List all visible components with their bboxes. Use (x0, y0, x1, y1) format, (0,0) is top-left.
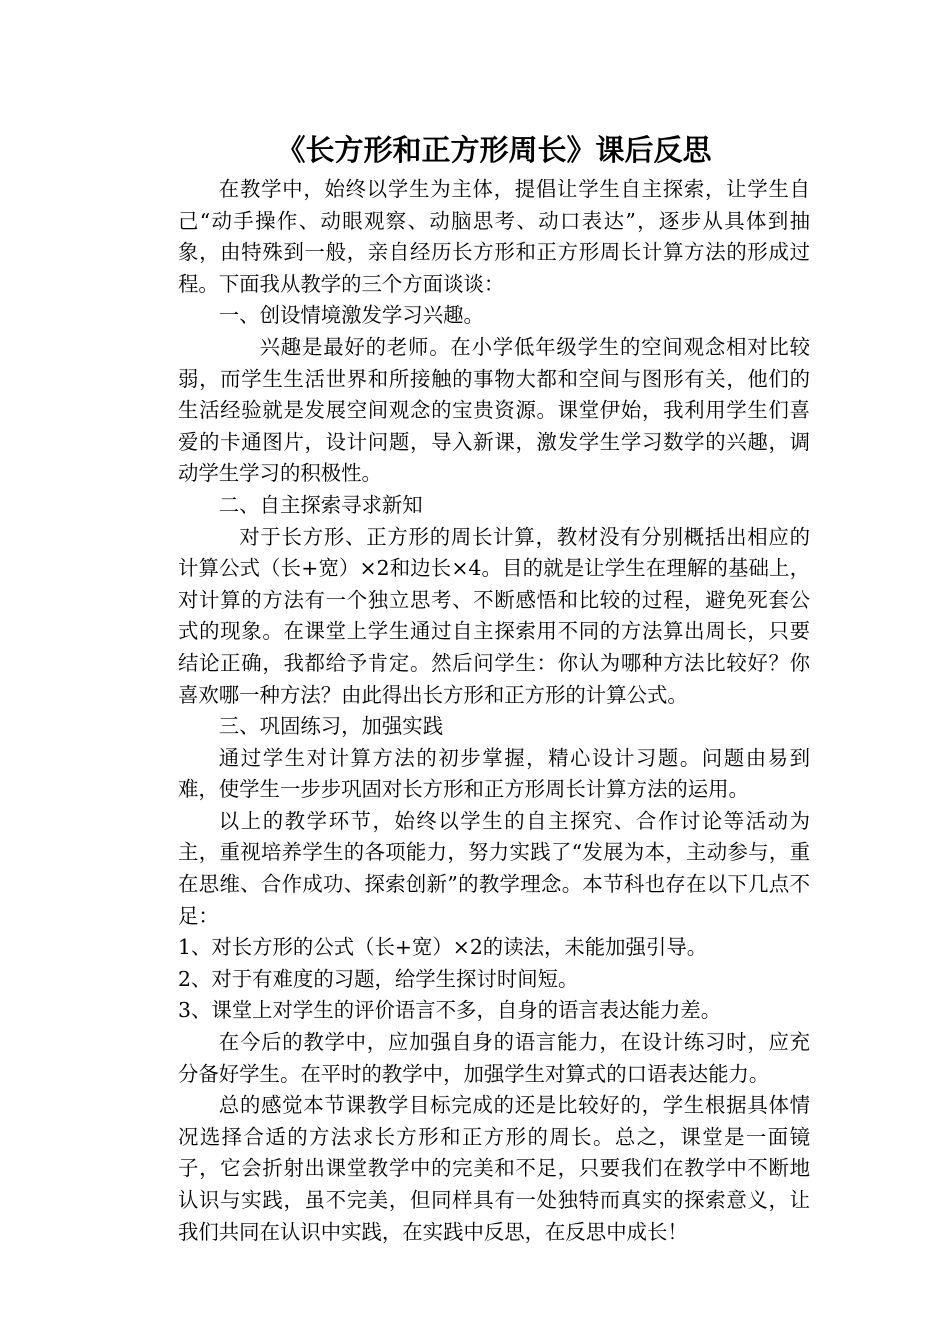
shortcoming-item-2: 2、对于有难度的习题，给学生探讨时间短。 (178, 966, 579, 991)
document-page (178, 128, 810, 1248)
section-2-heading: 二、自主探索寻求新知 (218, 492, 423, 517)
document-body (178, 174, 810, 1248)
section-1-paragraph: 兴趣是最好的老师。在小学低年级学生的空间观念相对比较弱，而学生生活世界和所接触的事物大都和空间与图形有关，他们的生活经验就是发展空间观念的宝贵资源。课堂伊始，我利用学生们喜爱的卡通图片，设计问题，导入新课，激发学生学习数学的兴趣，调动学生学习的积极性。 (178, 334, 810, 486)
conclusion-paragraph: 总的感觉本节课教学目标完成的还是比较好的，学生根据具体情况选择合适的方法求长方形和正方形的周长。总之，课堂是一面镜子，它会折射出课堂教学中的完美和不足，只要我们在教学中不断地认识与实践，虽不完美，但同样具有一处独特而真实的探索意义，让我们共同在认识中实践，在实践中反思，在反思中成长！ (178, 1093, 810, 1244)
section-3-paragraph: 通过学生对计算方法的初步掌握，精心设计习题。问题由易到难，使学生一步步巩固对长方形和正方形周长计算方法的运用。 (178, 745, 810, 802)
section-1-heading: 一、创设情境激发学习兴趣。 (218, 303, 484, 328)
shortcoming-item-3: 3、课堂上对学生的评价语言不多，自身的语言表达能力差。 (178, 998, 722, 1023)
summary-paragraph: 以上的教学环节，始终以学生的自主探究、合作讨论等活动为主，重视培养学生的各项能力，努力实践了“发展为本，主动参与，重在思维、合作成功、探索创新”的教学理念。本节科也存在以下几点不足： (178, 808, 810, 928)
section-3-heading: 三、巩固练习，加强实践 (218, 714, 444, 739)
document-title: 《长方形和正方形周长》课后反思 (276, 133, 712, 167)
section-2-paragraph: 对于长方形、正方形的周长计算，教材没有分别概括出相应的计算公式（长+宽）×2和边长×4。目的就是让学生在理解的基础上，对计算的方法有一个独立思考、不断感悟和比较的过程，避免死套公式的现象。在课堂上学生通过自主探索用不同的方法算出周长，只要结论正确，我都给予肯定。然后问学生：你认为哪种方法比较好？你喜欢哪一种方法？由此得出长方形和正方形的计算公式。 (178, 524, 810, 707)
intro-paragraph: 在教学中，始终以学生为主体，提倡让学生自主探索，让学生自己“动手操作、动眼观察、动脑思考、动口表达”，逐步从具体到抽象，由特殊到一般，亲自经历长方形和正方形周长计算方法的形成过程。下面我从教学的三个方面谈谈： (178, 177, 810, 296)
future-paragraph: 在今后的教学中，应加强自身的语言能力，在设计练习时，应充分备好学生。在平时的教学中，加强学生对算式的口语表达能力。 (178, 1030, 810, 1086)
shortcoming-item-1: 1、对长方形的公式（长+宽）×2的读法，未能加强引导。 (178, 935, 708, 960)
